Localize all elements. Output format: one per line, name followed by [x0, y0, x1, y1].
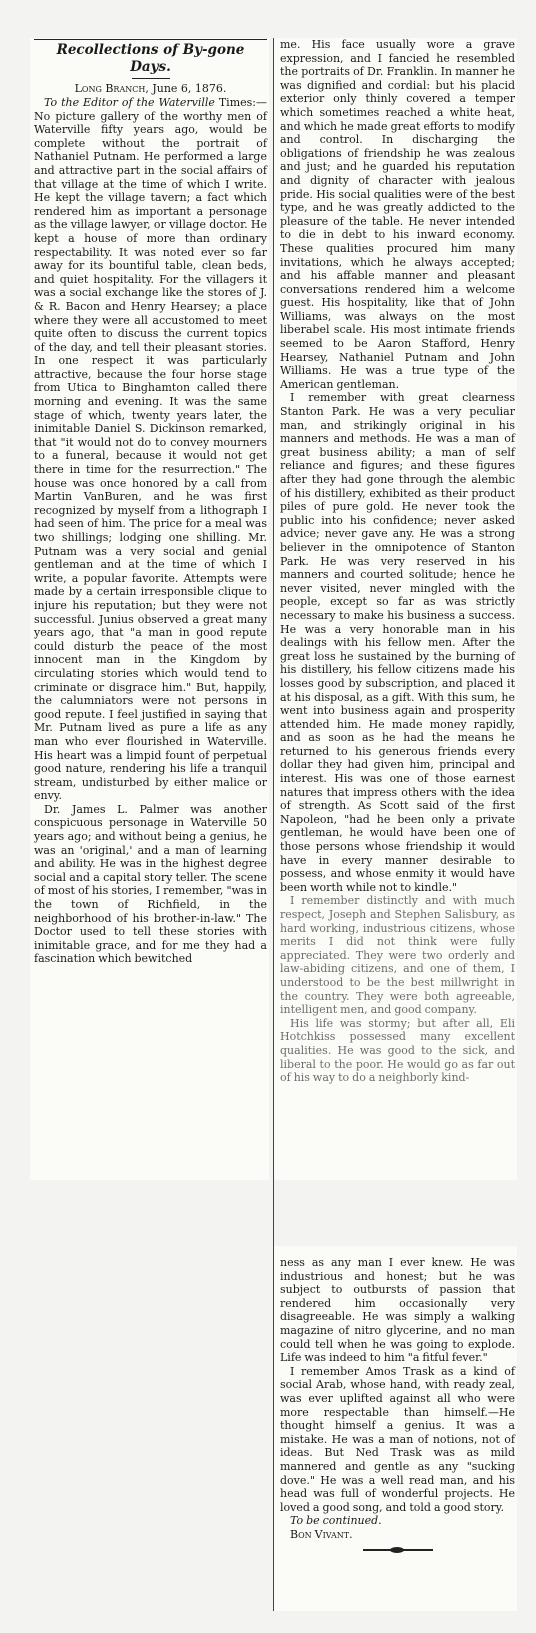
paragraph: ness as any man I ever knew. He was industrious and honest; but he was subject to outbursts of passion that rendered him occasionally very disagreeable. He was simply a walking magazine of nitro glycerine, and no man could tell when he was going to explode. Life was indeed to him "a fitful fever." [280, 1256, 515, 1365]
paragraph [34, 96, 267, 803]
paragraph: Dr. James L. Palmer was another conspicuous personage in Waterville 50 years ago; and without being a genius, he was an 'original,' and a man of learning and ability. He was in the highest degree social and a capital story teller. The scene of most of his stories, I remember, "was in the town of Richfield, in the neighborhood of his brother-in-law." The Doctor used to tell these stories with inimitable grace, and for me they had a fascination which bewitched [34, 802, 267, 966]
article-column-left [30, 38, 269, 1180]
column-divider-gap [273, 1180, 274, 1246]
paragraph: me. His face usually wore a grave expression, and I fancied he resembled the portraits of Dr. Franklin. In manner he was dignified and cordial: but his placid exterior only thinly covered a temper which sometimes reached a white heat, and which he made great efforts to modify and control. In discharging the obligations of friendship he was zealous and just; and he guarded his reputation and dignity of character with jealous pride. His social qualities were of the best type, and he was greatly addicted to the pleasure of the table. He never intended to die in debt to his inward economy. These qualities procured him many invitations, which he always accepted; and his affable manner and pleasant conversations rendered him a welcome guest. His hospitality, like that of John Williams, was always on the most liberabel scale. His most intimate friends seemed to be Aaron Stafford, Henry Hearsey, Nathaniel Putnam and John Williams. He was a true type of the American gentleman. [280, 38, 515, 391]
article-column-continuation [273, 1246, 517, 1611]
end-ornament [363, 1549, 433, 1551]
dateline-date: , June 6, 1876. [145, 82, 227, 95]
paragraph: I remember with great clearness Stanton Park. He was a very peculiar man, and strikingly original in his manners and methods. He was a man of great business ability; a man of self reliance and figures; and these figures after they had gone through the alembic of his distillery, exhibited as their product piles of pure gold. He never took the public into his confidence; never asked advice; never gave any. He was a strong believer in the omnipotence of Stanton Park. He was very reserved in his manners and courted solitude; hence he never visited, never mingled with the people, except so far as was strictly necessary to make his business a success. He was a very honorable man in his dealings with his fellow men. After the great loss he sustained by the burning of his distillery, his fellow citizens made his losses good by subscription, and placed it at his disposal, as a gift. With this sum, he went into business again and prosperity attended him. He made money rapidly, and as soon as he had the means he returned to his generous friends every dollar they had given him, principal and interest. His was one of those earnest natures that impress others with the idea of strength. As Scott said of the first Napoleon, "had he been only a private gentleman, he would have been one of those persons whose friendship it would have in every manner desirable to possess, and whose enmity it would have been worth while not to kindle." [280, 391, 515, 894]
dateline [34, 82, 267, 96]
paragraph: I remember distinctly and with much respect, Joseph and Stephen Salisbury, as hard working, industrious citizens, whose merits I did not think were fully appreciated. They were two orderly and law-abiding citizens, and one of them, I understood to be the best millwright in the country. They were both agreeable, intelligent men, and good company. [280, 894, 515, 1017]
article-column-middle [273, 38, 517, 1180]
paragraph-text: Times:—No picture gallery of the worthy men of Waterville fifty years ago, would be complete without the portrait of Nathaniel Putnam. He performed a large and attractive part in the social affairs of that village at the time of which I write. He kept the village tavern; a fact which rendered him as important a personage as the village lawyer, or village doctor. He kept a house of more than ordinary respectability. It was noted ever so far away for its bountiful table, clean beds, and quiet hospitality. For the villagers it was a social exchange like the stores of J. & R. Bacon and Henry Hearsey; a place where they were all accustomed to meet quite often to discuss the current topics of the day, and tell their pleasant stories. In one respect it was particularly attractive, because the four horse stage from Utica to Binghamton called there morning and evening. It was the same stage of which, twenty years later, the inimitable Daniel S. Dickinson remarked, that "it would not do to convey mourners to a funeral, because it would not get there in time for the resurrection." The house was once honored by a call from Martin VanBuren, and he was first recognized by myself from a lithograph I had seen of him. The price for a meal was two shillings; lodging one shilling. Mr. Putnam was a very social and genial gentleman and at the time of which I write, a popular favorite. Attempts were made by a certain irresponsible clique to injure his reputation; but they were not successful. Junius observed a great many years ago, that "a man in good repute could disturb the peace of the most innocent man in the Kingdom by circulating stories which would tend to criminate or disgrace him." But, happily, the calumniators were not persons in good repute. I feel justified in saying that Mr. Putnam lived as pure a life as any man who ever flourished in Waterville. His heart was a limpid fount of perpetual good nature, rendering his life a tranquil stream, undisturbed by either malice or envy. [34, 96, 267, 803]
salutation: To the Editor of the Waterville [44, 96, 215, 109]
to-be-continued: To be continued. [290, 1514, 382, 1528]
headline-rule [132, 78, 170, 79]
paragraph: I remember Amos Trask as a kind of social Arab, whose hand, with ready zeal, was ever uplifted against all who were more respectable than himself.—He thought himself a genius. It was a mistake. He was a man of notions, not of ideas. But Ned Trask was as mild mannered and gentle as any "sucking dove." He was a well read man, and his head was full of wonderful projects. He loved a good song, and told a good story. [280, 1364, 515, 1514]
title-top-rule [34, 39, 267, 40]
author-signature: Bon Vivant. [290, 1527, 353, 1541]
article-headline: Recollections of By-gone Days. [56, 42, 245, 75]
dateline-place: Long Branch [74, 82, 146, 95]
paragraph: His life was stormy; but after all, Eli Hotchkiss possessed many excellent qualities. He was good to the sick, and liberal to the poor. He would go as far out of his way to do a neighborly kind- [280, 1016, 515, 1085]
